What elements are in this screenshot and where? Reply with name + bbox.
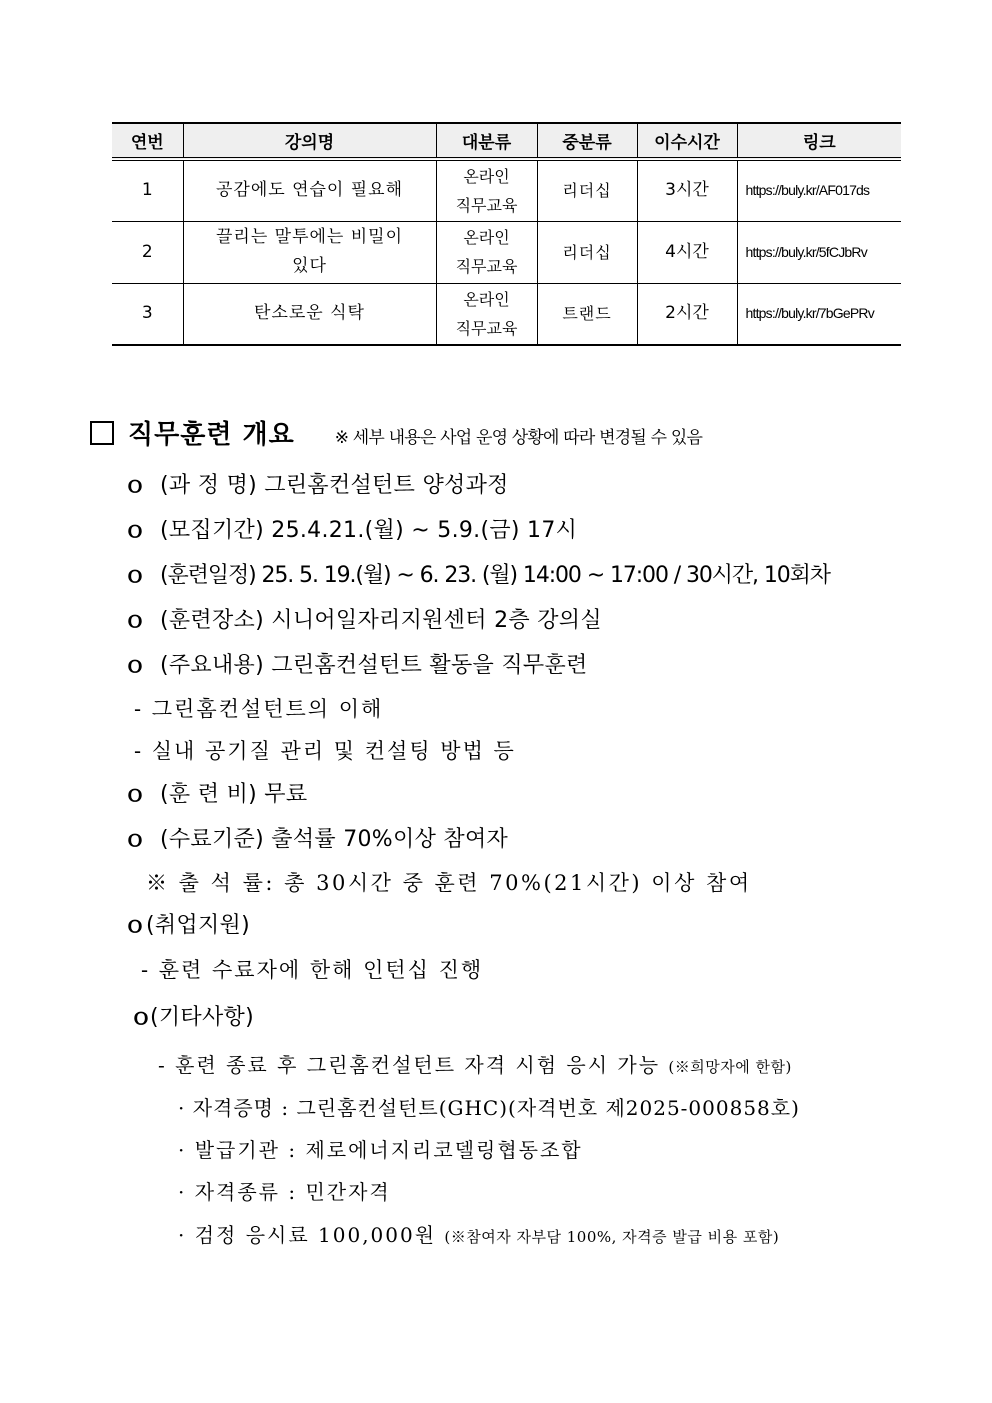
bullet-icon: ｏ bbox=[124, 827, 147, 852]
header-link: 링크 bbox=[737, 123, 901, 159]
row-title: 끌리는 말투에는 비밀이 있다 bbox=[183, 221, 436, 283]
item-completion bbox=[124, 822, 508, 853]
content-sub-2: - 실내 공기질 관리 및 컨설팅 방법 등 bbox=[134, 739, 516, 763]
row-hours: 2시간 bbox=[637, 283, 737, 345]
employment-sub: - 훈련 수료자에 한해 인턴십 진행 bbox=[141, 958, 484, 982]
item-text: (훈 련 비) 무료 bbox=[160, 782, 308, 807]
course-table bbox=[112, 122, 901, 346]
item-text: (주요내용) 그린홈컨설턴트 활동을 직무훈련 bbox=[160, 653, 588, 678]
item-place bbox=[124, 603, 602, 634]
row-major: 온라인 직무교육 bbox=[436, 283, 537, 345]
row-title: 탄소로운 식탁 bbox=[183, 283, 436, 345]
cert-name: · 자격증명 : 그린홈컨설턴트(GHC)(자격번호 제2025-000858호) bbox=[178, 1096, 800, 1120]
row-major: 온라인 직무교육 bbox=[436, 221, 537, 283]
row-no: 2 bbox=[112, 221, 183, 283]
item-etc bbox=[130, 1000, 254, 1031]
etc-sub-main-text: - 훈련 종료 후 그린홈컨설턴트 자격 시험 응시 가능 bbox=[158, 1053, 661, 1077]
row-minor: 리더십 bbox=[537, 159, 637, 221]
item-text: (훈련장소) 시니어일자리지원센터 2층 강의실 bbox=[160, 608, 602, 633]
item-course bbox=[124, 468, 509, 499]
table-row bbox=[112, 221, 901, 283]
item-text: (모집기간) 25.4.21.(월) ~ 5.9.(금) 17시 bbox=[160, 518, 578, 543]
item-text: (수료기준) 출석률 70%이상 참여자 bbox=[160, 827, 509, 852]
item-fee bbox=[124, 777, 307, 808]
item-content bbox=[124, 648, 588, 679]
row-major: 온라인 직무교육 bbox=[436, 159, 537, 221]
row-link[interactable]: https://buly.kr/7bGePRv bbox=[737, 283, 901, 345]
cert-fee-note: (※참여자 자부담 100%, 자격증 발급 비용 포함) bbox=[444, 1228, 780, 1246]
row-link[interactable]: https://buly.kr/5fCJbRv bbox=[737, 221, 901, 283]
row-no: 3 bbox=[112, 283, 183, 345]
bullet-icon: ｏ bbox=[124, 913, 147, 938]
bullet-icon: ｏ bbox=[124, 782, 147, 807]
etc-sub-main-note: (※희망자에 한함) bbox=[668, 1058, 792, 1076]
table-header-row bbox=[112, 123, 901, 159]
bullet-icon: ｏ bbox=[130, 1005, 153, 1030]
content-sub-1: - 그린홈컨설턴트의 이해 bbox=[134, 697, 384, 721]
row-hours: 4시간 bbox=[637, 221, 737, 283]
row-hours: 3시간 bbox=[637, 159, 737, 221]
item-text: (훈련일정) 25. 5. 19.(월) ~ 6. 23. (월) 14:00 ~ 17:00 / 30시간, 10회차 bbox=[160, 563, 830, 588]
bullet-icon: ｏ bbox=[124, 608, 147, 633]
cert-fee bbox=[178, 1219, 779, 1248]
bullet-icon: ｏ bbox=[124, 563, 145, 588]
bullet-icon: ｏ bbox=[124, 473, 147, 498]
cert-fee-text: · 검정 응시료 100,000원 bbox=[178, 1223, 437, 1247]
header-title: 강의명 bbox=[183, 123, 436, 159]
cert-type: · 자격종류 : 민간자격 bbox=[178, 1180, 391, 1204]
bullet-icon: ｏ bbox=[124, 653, 147, 678]
item-text: (취업지원) bbox=[146, 913, 250, 938]
section-note: ※ 세부 내용은 사업 운영 상황에 따라 변경될 수 있음 bbox=[334, 428, 703, 448]
etc-sub-main bbox=[158, 1049, 792, 1078]
row-no: 1 bbox=[112, 159, 183, 221]
row-title: 공감에도 연습이 필요해 bbox=[183, 159, 436, 221]
item-schedule bbox=[124, 558, 830, 589]
item-recruit bbox=[124, 513, 577, 544]
checkbox-square-icon bbox=[90, 421, 114, 445]
section-title: 직무훈련 개요 bbox=[128, 420, 295, 450]
row-link[interactable]: https://buly.kr/AF017ds bbox=[737, 159, 901, 221]
header-no: 연번 bbox=[112, 123, 183, 159]
row-minor: 트랜드 bbox=[537, 283, 637, 345]
section-heading bbox=[90, 414, 702, 451]
header-major: 대분류 bbox=[436, 123, 537, 159]
completion-note: ※ 출 석 률: 총 30시간 중 훈련 70%(21시간) 이상 참여 bbox=[146, 871, 752, 895]
item-text: (기타사항) bbox=[150, 1005, 254, 1030]
header-hours: 이수시간 bbox=[637, 123, 737, 159]
bullet-icon: ｏ bbox=[124, 518, 147, 543]
item-employment bbox=[124, 908, 250, 939]
table-row bbox=[112, 283, 901, 345]
table-row bbox=[112, 159, 901, 221]
cert-issuer: · 발급기관 : 제로에너지리코델링협동조합 bbox=[178, 1138, 583, 1162]
header-minor: 중분류 bbox=[537, 123, 637, 159]
row-minor: 리더십 bbox=[537, 221, 637, 283]
item-text: (과 정 명) 그린홈컨설턴트 양성과정 bbox=[160, 473, 509, 498]
